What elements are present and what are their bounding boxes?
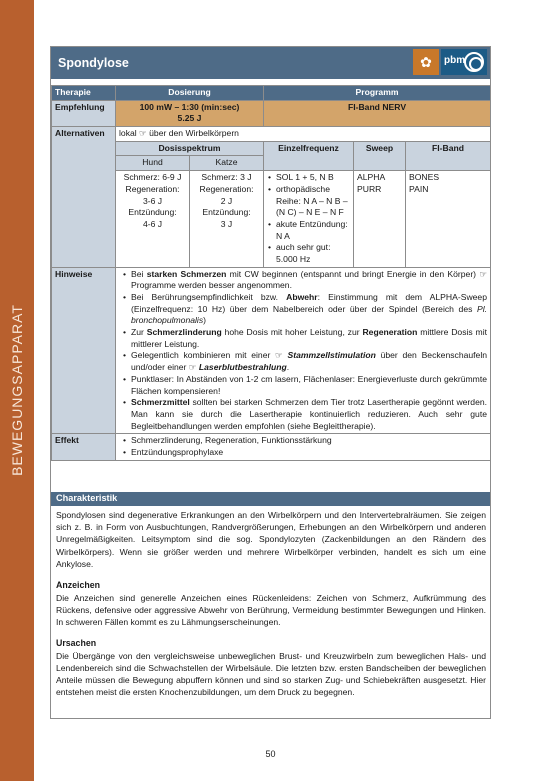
hund-line: 3-6 J (142, 195, 163, 206)
ursachen-text: Die Übergänge von den vergleichsweise unbeweglichen Brust- und Kreuzwirbeln zum beweglichen Hals- und Lendenbereich sind die Schwachstellen der Wirbelsäule. Die letzten bzw. ersten Bandscheiben der beweglichen Anteile müssen die Bewegung abpuffern können und sind so starken Zug- und Schiebekräften ausgesetzt. Hier entstehen meist die ersten Knochenzubildungen, um dem Druck zu begegnen. (56, 650, 486, 698)
hint-item (122, 397, 487, 432)
katze-dosis (190, 171, 264, 268)
hint-text: mittlere Dosis mit mittlerer Leistung. (131, 327, 488, 349)
col-dosisspektrum: Dosisspektrum (116, 141, 264, 156)
hint-emphasis: Schmerzmittel (131, 397, 190, 408)
label-effekt: Effekt (52, 434, 116, 460)
hint-text: sollten bei starken Schmerzen dem Tier trotz Lasertherapie gegönnt werden. Man kann sie durch die Lasertherapie kontinuierlich reduzieren. Auch sehr gute Begleitbehandlungen werden empfohlen (siehe Begleittherapie). (131, 397, 488, 431)
katze-line: Regeneration: (199, 183, 254, 194)
hint-emphasis: Schmerzlinderung (146, 327, 222, 338)
fiband-item: PAIN (409, 183, 429, 194)
row-effekt (52, 434, 491, 460)
hint-text: mit CW beginnen (entspannt und bringt Energie in den Körper) ☞ Programme werden besser angenommen. (131, 268, 488, 291)
table-header-row (52, 86, 491, 101)
hund-dosis (116, 171, 190, 268)
einzelfrequenz-list (264, 171, 354, 268)
sweep-item: ALPHA (357, 172, 386, 183)
hint-link-reference: Stammzellstimulation (287, 350, 376, 361)
list-item: • akute Entzündung: N A (267, 219, 350, 242)
label-empfehlung: Empfehlung (52, 100, 116, 126)
hint-text: hohe Dosis mit hoher Leistung, zur (221, 327, 363, 338)
therapy-table (51, 85, 491, 461)
recommended-dose-power: 100 mW – 1:30 (min:sec) (139, 101, 240, 112)
hint-text: über den Beckenschaufeln und/oder einer ☞ (131, 350, 488, 373)
pbm-logo (441, 49, 487, 75)
fiband-item: BONES (409, 172, 440, 183)
charakteristik-header (51, 492, 490, 506)
row-alternatives-header (52, 141, 491, 156)
pbm-logo-text: pbm (444, 55, 466, 66)
hint-text: : Einstimmung mit dem ALPHA-Sweep (Einzelfrequenz: 10 Hz) über dem Nabelbereich oder über der Spindel (Bereich des (131, 292, 487, 314)
hint-link-reference: Laserblutbestrahlung (198, 362, 287, 373)
list-item: • auch sehr gut: 5.000 Hz (267, 242, 350, 265)
brand-logo-icon: ✿ (413, 49, 439, 75)
hint-text: Punktlaser: In Abständen von 1-2 cm lasern, Flächenlaser: Energieverluste durch gekrümmte Flächen kompensieren! (131, 373, 488, 396)
recommended-dose (116, 100, 264, 126)
hint-item (122, 269, 487, 292)
sweep-item: PURR (357, 183, 382, 194)
col-fiband: FI-Band (406, 141, 491, 170)
anzeichen-text: Die Anzeichen sind generelle Anzeichen eines Rückenleidens: Zeichen von Schmerz, Aufkrümmung des Rückens, defensive oder aggressive Abwehr von Berührung, Vermeidung bestimmter Bewegungen und Hinken. In schweren Fällen kommt es zu Lähmungserscheinungen. (56, 592, 486, 627)
col-einzelfrequenz: Einzelfrequenz (264, 141, 354, 170)
sweep-list (354, 171, 406, 268)
col-katze: Katze (190, 156, 264, 171)
hint-text: Gelegentlich kombinieren mit einer ☞ (131, 350, 288, 361)
hint-emphasis: starken Schmerzen (146, 268, 227, 279)
title-bar (51, 47, 490, 79)
label-alternativen: Alternativen (52, 127, 116, 268)
header-programm: Programm (264, 86, 491, 101)
row-alternatives-values (52, 171, 491, 268)
hint-text: Bei (131, 268, 147, 279)
katze-line: 3 J (220, 218, 233, 229)
hint-item (122, 350, 487, 373)
anzeichen-heading: Anzeichen (56, 580, 100, 591)
katze-line: Schmerz: 3 J (201, 172, 252, 183)
header-therapie: Therapie (52, 86, 116, 101)
hint-text: ) (203, 315, 207, 326)
hint-emphasis: Regeneration (362, 327, 418, 338)
hint-text: . (286, 362, 290, 373)
charakteristik-title: Charakteristik (56, 493, 118, 503)
recommended-program: FI-Band NERV (264, 100, 491, 126)
section-side-tab-label: BEWEGUNGSAPPARAT (9, 304, 25, 476)
katze-line: 2 J (220, 195, 233, 206)
hint-item (122, 327, 487, 350)
page-title: Spondylose (58, 56, 129, 70)
row-empfehlung (52, 100, 491, 126)
hint-italic: Pl. bronchopulmonalis (131, 303, 488, 326)
fiband-list (406, 171, 491, 268)
hund-line: Schmerz: 6-9 J (123, 172, 182, 183)
hund-line: 4-6 J (142, 218, 163, 229)
hint-item (122, 374, 487, 397)
row-hinweise (52, 267, 491, 434)
recommended-dose-energy: 5.25 J (177, 113, 202, 124)
col-hund: Hund (116, 156, 190, 171)
charakteristik-body (56, 509, 486, 698)
hund-line: Entzündung: (128, 207, 177, 218)
ursachen-heading: Ursachen (56, 638, 97, 649)
hinweise-content (116, 267, 491, 434)
list-item: • orthopädische Reihe: N A – N B – (N C) – N E – N F (267, 184, 350, 219)
hint-emphasis: Abwehr (286, 292, 318, 302)
row-lokal (52, 127, 491, 142)
target-rings-icon (464, 52, 484, 72)
header-dosierung: Dosierung (116, 86, 264, 101)
hint-text: Zur (131, 327, 147, 338)
effekt-item: • Entzündungsprophylaxe (122, 447, 487, 459)
hint-text: Bei Berührungsempfindlichkeit bzw. (131, 292, 287, 302)
list-item: • SOL 1 + 5, N B (267, 172, 350, 184)
lokal-note: lokal ☞ über den Wirbelkörpern (116, 127, 491, 142)
charakteristik-intro: Spondylosen sind degenerative Erkrankungen an den Wirbelkörpern und den Intervertebralräumen. Sie zeigen sich z. B. in Form von Ausbuchtungen, Randvergrößerungen, Erhebungen an den Wirbelkörpern und anderen Unregelmäßigkeiten. Leitsymptom sind die sog. Spondylozyten (Zackenbildungen an den Rändern des Wirbelkörpers). Wenn sie größer werden und mehrere Wirbelkörper verbinden, handelt es sich um eine Ankylose. (56, 510, 486, 569)
page-number: 50 (265, 749, 276, 759)
effekt-content (116, 434, 491, 460)
section-side-tab (0, 0, 34, 781)
label-hinweise: Hinweise (52, 267, 116, 434)
col-sweep: Sweep (354, 141, 406, 170)
hund-line: Regeneration: (125, 183, 180, 194)
effekt-item: • Schmerzlinderung, Regeneration, Funktionsstärkung (122, 435, 487, 447)
katze-line: Entzündung: (202, 207, 251, 218)
hint-item (122, 292, 487, 327)
